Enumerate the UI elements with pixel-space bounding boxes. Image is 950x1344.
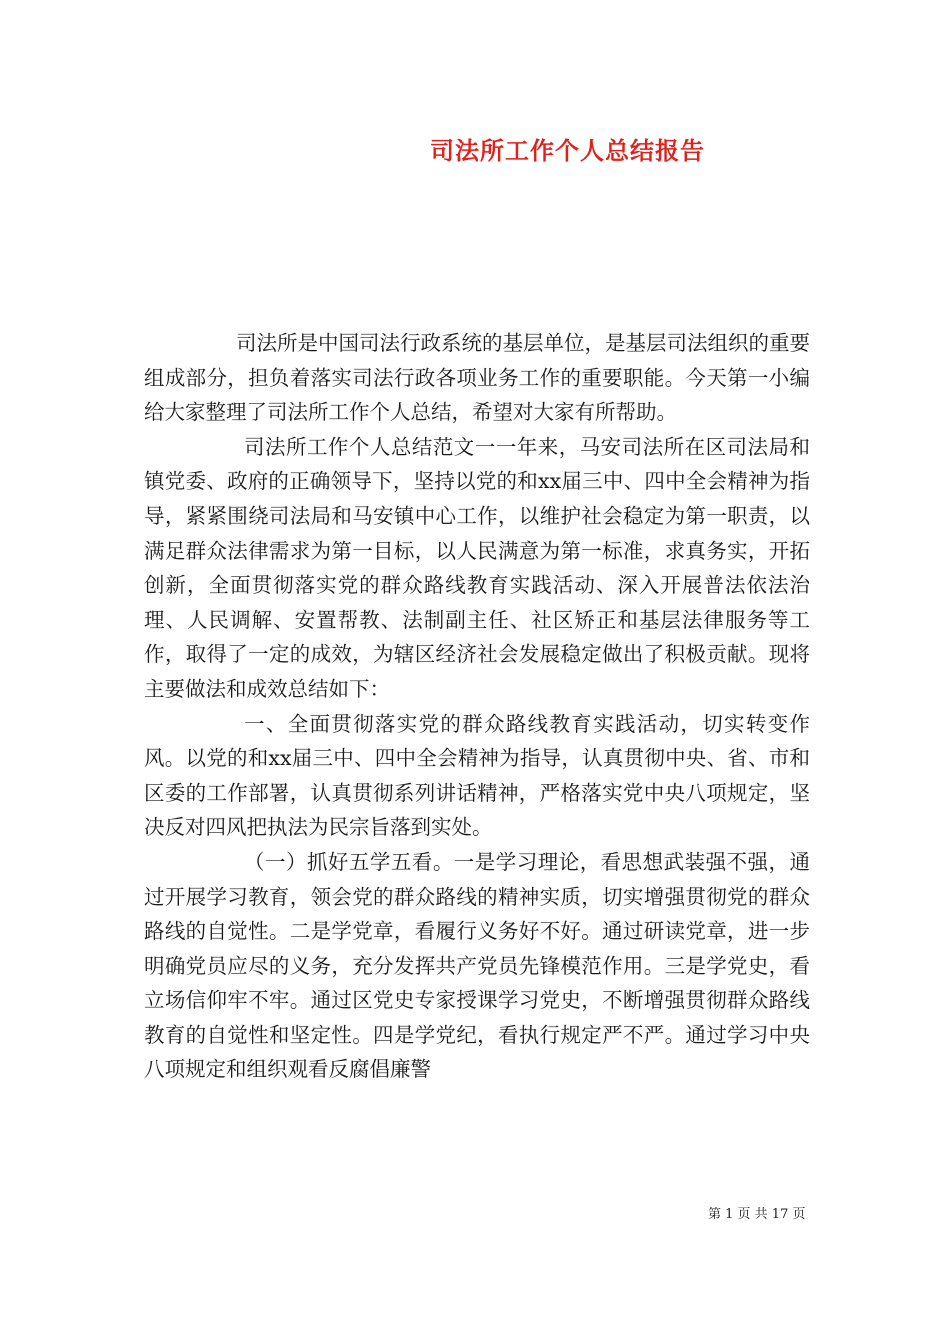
paragraph-intro: 司法所是中国司法行政系统的基层单位，是基层司法组织的重要组成部分，担负着落实司法行政各项业务工作的重要职能。今天第一小编给大家整理了司法所工作个人总结，希望对大家有所帮助。 <box>144 331 810 425</box>
paragraph-section-one: 一、全面贯彻落实党的群众路线教育实践活动，切实转变作风。以党的和xx届三中、四中全会精神为指导，认真贯彻中央、省、市和区委的工作部署，认真贯彻系列讲话精神，严格落实党中央八项规定，坚决反对四风把执法为民宗旨落到实处。 <box>144 711 810 840</box>
document-title: 司法所工作个人总结报告 <box>430 136 705 165</box>
page-number: 第 1 页 共 17 页 <box>708 1207 806 1222</box>
paragraph-summary: 司法所工作个人总结范文一一年来，马安司法所在区司法局和镇党委、政府的正确领导下，坚持以党的和xx届三中、四中全会精神为指导，紧紧围绕司法局和马安镇中心工作，以维护社会稳定为第一职责，以满足群众法律需求为第一目标，以人民满意为第一标准，求真务实，开拓创新，全面贯彻落实党的群众路线教育实践活动、深入开展普法依法治理、人民调解、安置帮教、法制副主任、社区矫正和基层法律服务等工作，取得了一定的成效，为辖区经济社会发展稳定做出了积极贡献。现将主要做法和成效总结如下： <box>144 434 810 701</box>
document-body <box>144 326 810 1087</box>
paragraph-subsection-one: （一）抓好五学五看。一是学习理论，看思想武装强不强，通过开展学习教育，领会党的群众路线的精神实质，切实增强贯彻党的群众路线的自觉性。二是学党章，看履行义务好不好。通过研读党章，进一步明确党员应尽的义务，充分发挥共产党员先锋模范作用。三是学党史，看立场信仰牢不牢。通过区党史专家授课学习党史，不断增强贯彻群众路线教育的自觉性和坚定性。四是学党纪，看执行规定严不严。通过学习中央八项规定和组织观看反腐倡廉警 <box>144 849 810 1082</box>
